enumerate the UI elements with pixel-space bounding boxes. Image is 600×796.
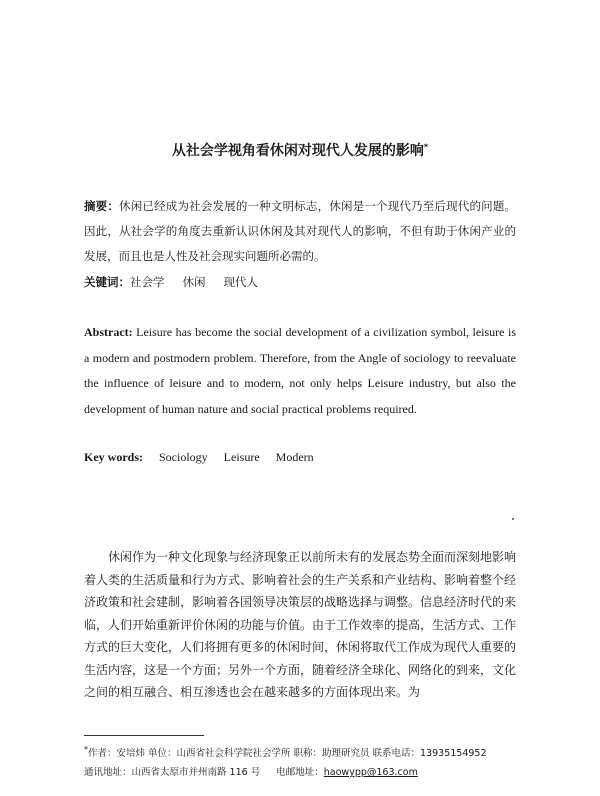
english-keyword: Modern xyxy=(275,450,314,464)
chinese-abstract xyxy=(84,194,516,269)
body-paragraph: 休闲作为一种文化现象与经济现象正以前所未有的发展态势全面而深刻地影响着人类的生活质量和行为方式、影响着社会的生产关系和产业结构、影响着整个经济政策和社会建制，影响着各国领导决策层的战略选择与调整。信息经济时代的来临，人们开始重新评价休闲的功能与价值。由于工作效率的提高，生活方式、工作方式的巨大变化，人们将拥有更多的休闲时间，休闲将取代工作成为现代人重要的生活内容，这是一个方面；另外一个方面，随着经济全球化、网络化的到来，文化之间的相互融合、相互渗透也会在越来越多的方面体现出来。为 xyxy=(84,550,517,699)
footnote-author-text: 作者：安培炜 单位：山西省社会科学院社会学所 职称：助理研究员 联系电话：13935154952 xyxy=(87,748,487,760)
title-footnote-mark: * xyxy=(423,142,429,152)
chinese-keywords-label: 关键词： xyxy=(84,275,130,289)
stray-dot xyxy=(512,518,514,520)
english-abstract-text: Leisure has become the social development of a civilization symbol, leisure is a modern and postmodern problem. Therefore, from the Angle of sociology to reevaluate the influence of leisure and to modern, not only helps Leisure industry, but also the development of human nature and social practical problems required. xyxy=(84,325,516,416)
address-label: 通讯地址： xyxy=(84,767,132,779)
footnote-address-line xyxy=(84,763,524,782)
address-text: 山西省太原市并州南路 116 号 xyxy=(131,767,261,779)
chinese-keyword: 社会学 xyxy=(130,275,165,289)
footnote-divider xyxy=(84,735,204,736)
paper-title xyxy=(0,140,600,160)
footnote xyxy=(84,740,524,782)
chinese-keyword: 休闲 xyxy=(182,275,206,289)
footnote-mark: * xyxy=(84,745,88,754)
english-keyword: Leisure xyxy=(223,450,260,464)
email-link[interactable]: haowypp@163.com xyxy=(323,767,418,779)
email-label: 电邮地址： xyxy=(276,767,324,779)
english-abstract xyxy=(84,320,516,422)
title-text: 从社会学视角看休闲对现代人发展的影响 xyxy=(171,143,424,159)
chinese-keywords xyxy=(84,272,516,292)
chinese-abstract-text: 休闲已经成为社会发展的一种文明标志，休闲是一个现代乃至后现代的问题。因此，从社会学的角度去重新认识休闲及其对现代人的影响，不但有助于休闲产业的发展，而且也是人性及社会现实问题所必需的。 xyxy=(84,199,517,263)
english-keywords-label: Key words: xyxy=(84,450,143,464)
footnote-author-line xyxy=(84,740,524,763)
english-keywords xyxy=(84,450,516,465)
english-keyword: Sociology xyxy=(159,450,208,464)
chinese-keyword: 现代人 xyxy=(223,275,258,289)
chinese-abstract-label: 摘要： xyxy=(84,199,120,213)
english-abstract-label: Abstract: xyxy=(84,325,133,339)
